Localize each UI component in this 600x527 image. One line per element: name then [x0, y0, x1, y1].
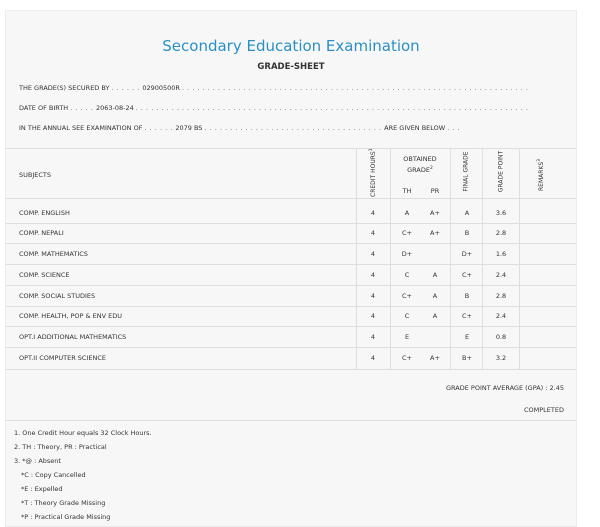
grade-point: 2.8	[495, 292, 507, 300]
final-grade: B+	[462, 354, 472, 362]
th-grade: E	[404, 333, 410, 341]
header-th: TH	[402, 187, 412, 195]
th-grade: A	[404, 209, 410, 217]
row-rule	[6, 264, 576, 265]
dob-label: DATE OF BIRTH	[19, 104, 69, 112]
th-grade: C+	[402, 229, 412, 237]
credit-value: 4	[370, 229, 376, 237]
th-grade: C+	[402, 292, 412, 300]
final-grade: A	[464, 209, 470, 217]
subject-name: COMP. MATHEMATICS	[19, 250, 88, 258]
subject-name: OPT.I ADDITIONAL MATHEMATICS	[19, 333, 127, 341]
row-rule	[6, 306, 576, 307]
grade-sheet	[5, 10, 577, 527]
pr-grade: A	[432, 271, 438, 279]
header-subjects: SUBJECTS	[19, 171, 52, 179]
final-grade: E	[464, 333, 470, 341]
footer-rule	[6, 420, 576, 421]
row-rule	[6, 243, 576, 244]
note-item: *T : Theory Grade Missing	[21, 499, 106, 507]
dob-value: 2063-08-24	[95, 104, 134, 112]
note-item: *E : Expelled	[21, 485, 63, 493]
page-subtitle: GRADE-SHEET	[257, 62, 325, 72]
pr-grade: A+	[430, 354, 440, 362]
row-rule	[6, 326, 576, 327]
credit-value: 4	[370, 271, 376, 279]
pr-grade: A	[432, 292, 438, 300]
secured-by-line: THE GRADE(S) SECURED BY . . . . . . 02900500R . . . . . . . . . . . . . . . . . . . . . . . . . . . . . . . . . . . . . . . . . . . . . . . . . . . . . . . . . . . . . . . . . . . .	[19, 84, 529, 92]
subject-name: COMP. SCIENCE	[19, 271, 70, 279]
subject-name: OPT.II COMPUTER SCIENCE	[19, 354, 106, 362]
col-divider	[390, 148, 391, 369]
final-grade: D+	[461, 250, 473, 258]
credit-value: 4	[370, 312, 376, 320]
col-divider	[356, 148, 357, 369]
note-item: *C : Copy Cancelled	[21, 471, 86, 479]
gpa-summary: GRADE POINT AVERAGE (GPA) : 2.45	[446, 384, 564, 392]
note-item: 3. *@ : Absent	[14, 457, 61, 465]
subject-name: COMP. SOCIAL STUDIES	[19, 292, 96, 300]
pr-grade: A	[432, 312, 438, 320]
table-top-rule	[6, 148, 576, 149]
note-item: *P : Practical Grade Missing	[21, 513, 111, 521]
grade-point: 0.8	[495, 333, 507, 341]
col-divider	[450, 148, 451, 369]
exam-label: IN THE ANNUAL SEE EXAMINATION OF	[19, 124, 143, 132]
credit-value: 4	[370, 292, 376, 300]
subject-name: COMP. NEPALI	[19, 229, 64, 237]
given-below: ARE GIVEN BELOW	[384, 124, 446, 132]
page-title: Secondary Education Examination	[162, 37, 420, 55]
pr-grade: A+	[430, 209, 440, 217]
header-remarks: REMARKS$^3$	[537, 158, 545, 192]
credit-value: 4	[370, 354, 376, 362]
header-bottom-rule	[6, 198, 576, 199]
header-obtained-grade: OBTAINED GRADE$^2$	[403, 155, 437, 175]
th-grade: C	[404, 271, 410, 279]
credit-value: 4	[370, 209, 376, 217]
subject-name: COMP. ENGLISH	[19, 209, 70, 217]
note-item: 2. TH : Theory, PR : Practical	[14, 443, 107, 451]
grade-point: 3.2	[495, 354, 507, 362]
pr-grade: A+	[430, 229, 440, 237]
credit-value: 4	[370, 250, 376, 258]
exam-year: 2079 BS	[175, 124, 203, 132]
note-item: 1. One Credit Hour equals 32 Clock Hours.	[14, 429, 152, 437]
final-grade: C+	[462, 271, 472, 279]
secured-by-label: THE GRADE(S) SECURED BY	[19, 84, 110, 92]
row-rule	[6, 347, 576, 348]
header-grade-point: GRADE POINT	[497, 150, 505, 193]
th-grade: D+	[401, 250, 413, 258]
final-grade: B	[464, 229, 470, 237]
grade-point: 2.4	[495, 312, 507, 320]
th-grade: C	[404, 312, 410, 320]
result-status: COMPLETED	[524, 406, 564, 414]
exam-line: IN THE ANNUAL SEE EXAMINATION OF . . . . . . 2079 BS . . . . . . . . . . . . . . . . . . . . . . . . . . . . . . . . . . . ARE GIVEN BELOW . . .	[19, 124, 461, 132]
grade-point: 2.4	[495, 271, 507, 279]
table-bottom-rule	[6, 369, 576, 370]
grade-point: 3.6	[495, 209, 507, 217]
dob-line: DATE OF BIRTH . . . . . 2063-08-24 . . . . . . . . . . . . . . . . . . . . . . . . . . . . . . . . . . . . . . . . . . . . . . . . . . . . . . . . . . . . . . . . . . . . . . . . . . . . .	[19, 104, 529, 112]
final-grade: B	[464, 292, 470, 300]
grade-point: 1.6	[495, 250, 507, 258]
col-divider	[482, 148, 483, 369]
credit-value: 4	[370, 333, 376, 341]
header-credit-hours: CREDIT HOURS$^1$	[369, 148, 377, 197]
subject-name: COMP. HEALTH, POP & ENV EDU	[19, 312, 122, 320]
th-grade: C+	[402, 354, 412, 362]
row-rule	[6, 285, 576, 286]
header-pr: PR	[430, 187, 440, 195]
header-final-grade: FINAL GRADE	[462, 151, 470, 192]
col-divider	[519, 148, 520, 369]
grade-point: 2.8	[495, 229, 507, 237]
row-rule	[6, 223, 576, 224]
final-grade: C+	[462, 312, 472, 320]
symbol-number: 02900500R	[142, 84, 180, 92]
